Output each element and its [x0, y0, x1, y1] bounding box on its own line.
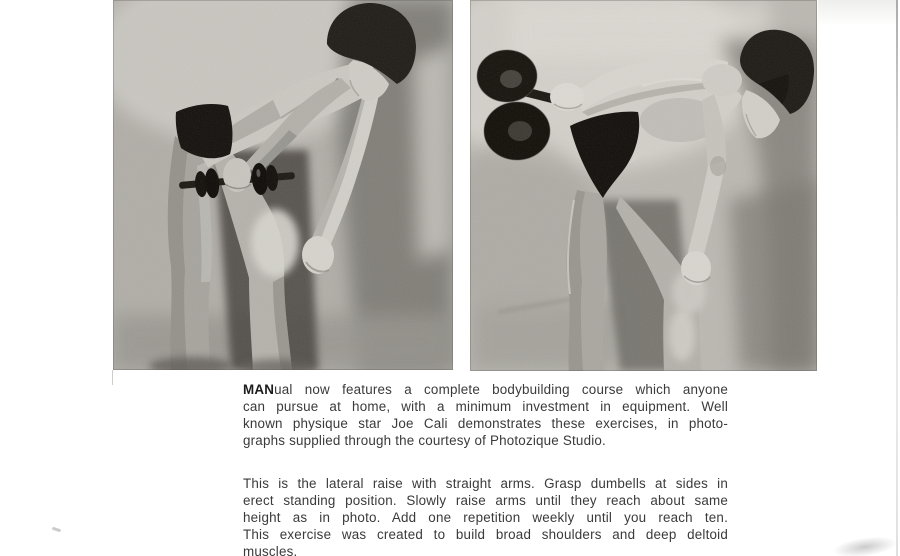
intro-line-1-rest: ual now features a complete bodybuilding course which anyone: [274, 382, 728, 397]
intro-paragraph: [243, 381, 728, 449]
exercise-line-3: height as in photo. Add one repetition weekly until you reach ten.: [243, 510, 728, 525]
magazine-title-lead: MAN: [243, 382, 275, 397]
exercise-line-4: This exercise was created to build broad shoulders and deep deltoid: [243, 527, 728, 542]
photo-grain: [470, 0, 817, 371]
intro-line-2: can pursue at home, with a minimum investment in equipment. Well: [243, 399, 728, 414]
exercise-paragraph: [243, 475, 728, 556]
photo-lateral-raise-start: [113, 0, 453, 370]
scan-artifact-line: [112, 370, 113, 385]
photo-lateral-raise-top: [470, 0, 817, 371]
scan-smudge: [819, 528, 900, 556]
intro-line-3: known physique star Joe Cali demonstrates these exercises, in photo-: [243, 416, 728, 431]
photo-right-illustration: [470, 0, 817, 371]
exercise-line-5: muscles.: [243, 544, 298, 556]
intro-line-4: graphs supplied through the courtesy of Photozique Studio.: [243, 433, 606, 448]
page-edge-scan-line: [896, 0, 898, 556]
caption-column: [243, 381, 728, 556]
scan-speck: [52, 527, 61, 533]
scan-haze: [818, 0, 896, 26]
exercise-line-2: erect standing position. Slowly raise arms until they reach about same: [243, 493, 728, 508]
intro-line-1: [243, 381, 728, 398]
exercise-line-1: This is the lateral raise with straight arms. Grasp dumbells at sides in: [243, 476, 728, 491]
photo-grain: [113, 0, 453, 370]
photo-left-illustration: [113, 0, 453, 370]
